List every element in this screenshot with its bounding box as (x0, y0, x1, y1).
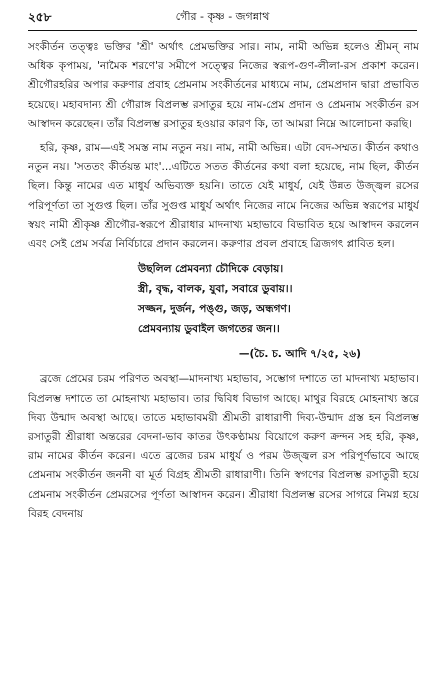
running-title: গৌর - কৃষ্ণ - জগন্নাথ (175, 10, 270, 23)
page-body (28, 38, 419, 669)
header-rule (28, 30, 417, 31)
paragraph-sankirtan-tattva: সংকীর্তন তত্ত্বঃ ভক্তির 'শ্রী' অর্থাৎ প্রেমভক্তির সার। নাম, নামী অভিন্ন হলেও শ্রীমন্ নাম অধিক কৃপাময়, 'নামৈক শরণে'র সমীপে সত্ত্বের নিজের স্বরূপ-গুণ-লীলা-রস প্রকাশ করেন। শ্রীগৌরহরির অপার করুণার প্রবাহ প্রেমনাম সংকীর্তনের মাধ্যমে নাম, প্রেমপ্রদান দ্বারা প্রভাবিত হয়েছে। মহাবদান্য শ্রী গৌরাঙ্গ বিপ্রলম্ভ রসাতুর হয়ে নাম-প্রেম প্রদান ও প্রেমনাম সংকীর্তন রস আস্বাদন করেছেন। তাঁর বিপ্রলম্ভ রসাতুর হওয়ার কারণ কি, তা আমরা নিম্নে আলোচনা করছি। (28, 41, 419, 130)
verse-line: প্রেমবন্যায় ডুবাইল জগতের জন।। (138, 323, 280, 336)
page-header (28, 6, 417, 28)
verse-line: স্ত্রী, বৃদ্ধ, বালক, যুবা, সবারে ডুবায়।। (138, 283, 293, 296)
paragraph-madanakhya-mahabhava: ব্রজে প্রেমের চরম পরিণত অবস্থা—মাদনাখ্য মহাভাব, সম্ভোগ দশাতে তা মাদনাখ্য মহাভাব। বিপ্রলম্ভ দশাতে তা মোহনাখ্য মহাভাব। তার দ্বিবিধ বিভাগ আছে। মাথুর বিরহে মোহনাখ্য স্তরে দিব্য উন্মাদ অবস্থা আছে। তাতে মহাভাবময়ী শ্রীমতী রাধারাণী দিব্য-উন্মাদ গ্রস্ত হন বিপ্রলম্ভ রসাতুরী শ্রীরাধা অন্তরের বেদনা-ভাব কাতর উৎকণ্ঠাময় বিয়োগে করুণ ক্রন্দন সহ হরি, কৃষ্ণ, রাম নামের কীর্তন করেন। এতে ব্রজের চরম মাধুর্য ও পরম উজ্জ্বল রস পরিপূর্ণভাবে আছে প্রেমনাম সংকীর্তন জননী বা মূর্ত বিগ্রহ শ্রীমতী রাধারাণী। তিনি স্বগণের বিপ্রলম্ভ রসাতুরী হয়ে প্রেমনাম সংকীর্তন প্রেমরসের পূর্ণতা আস্বাদন করেন। শ্রীরাধা বিপ্রলম্ভ রসের সাগরে নিমগ্ন হয়ে বিরহ বেদনায় (28, 373, 419, 520)
verse-line: সজ্জন, দুর্জন, পঙ্গু, জড়, অন্ধগণ। (138, 303, 291, 316)
page-number: ২৫৮ (28, 10, 52, 24)
verse-citation: —(চৈ. চ. আদি ৭/২৫, ২৬) (238, 348, 361, 361)
verse-block (28, 259, 419, 339)
verse-line: উছলিল প্রেমবন্যা চৌদিকে বেড়ায়। (138, 263, 284, 276)
paragraph-hari-krishna-ram: হরি, কৃষ্ণ, রাম—এই সমস্ত নাম নতুন নয়। নাম, নামী অভিন্ন। এটা বেদ-সম্মত। কীর্তন কথাও নতুন নয়। 'সততং কীর্তয়ন্ত মাং'...এটিতে সতত কীর্তনের কথা বলা হয়েছে, নাম ছিল, কীর্তন ছিল। কিন্তু নামের এত মাধুর্য অভিব্যক্ত হয়নি। তাতে যেই মাধুর্য, যেই উন্নত উজ্জ্বল রসের পরিপূর্ণতা তা সুগুপ্ত ছিল। তাঁর সুগুপ্ত মাধুর্য অর্থাৎ নিজের নামে নিজের অভিন্ন স্বরূপের মাধুর্য স্বয়ং নামী শ্রীকৃষ্ণ শ্রীগৌর-স্বরূপে শ্রীরাধার মাদনাখ্য মহাভাবে বিভাবিত হয়ে আস্বাদন করলেন এবং সেই প্রেম সর্বত্র নির্বিচারে প্রদান করলেন। করুণার প্রবল প্রবাহে ত্রিজগৎ প্লাবিত হল। (28, 142, 419, 251)
